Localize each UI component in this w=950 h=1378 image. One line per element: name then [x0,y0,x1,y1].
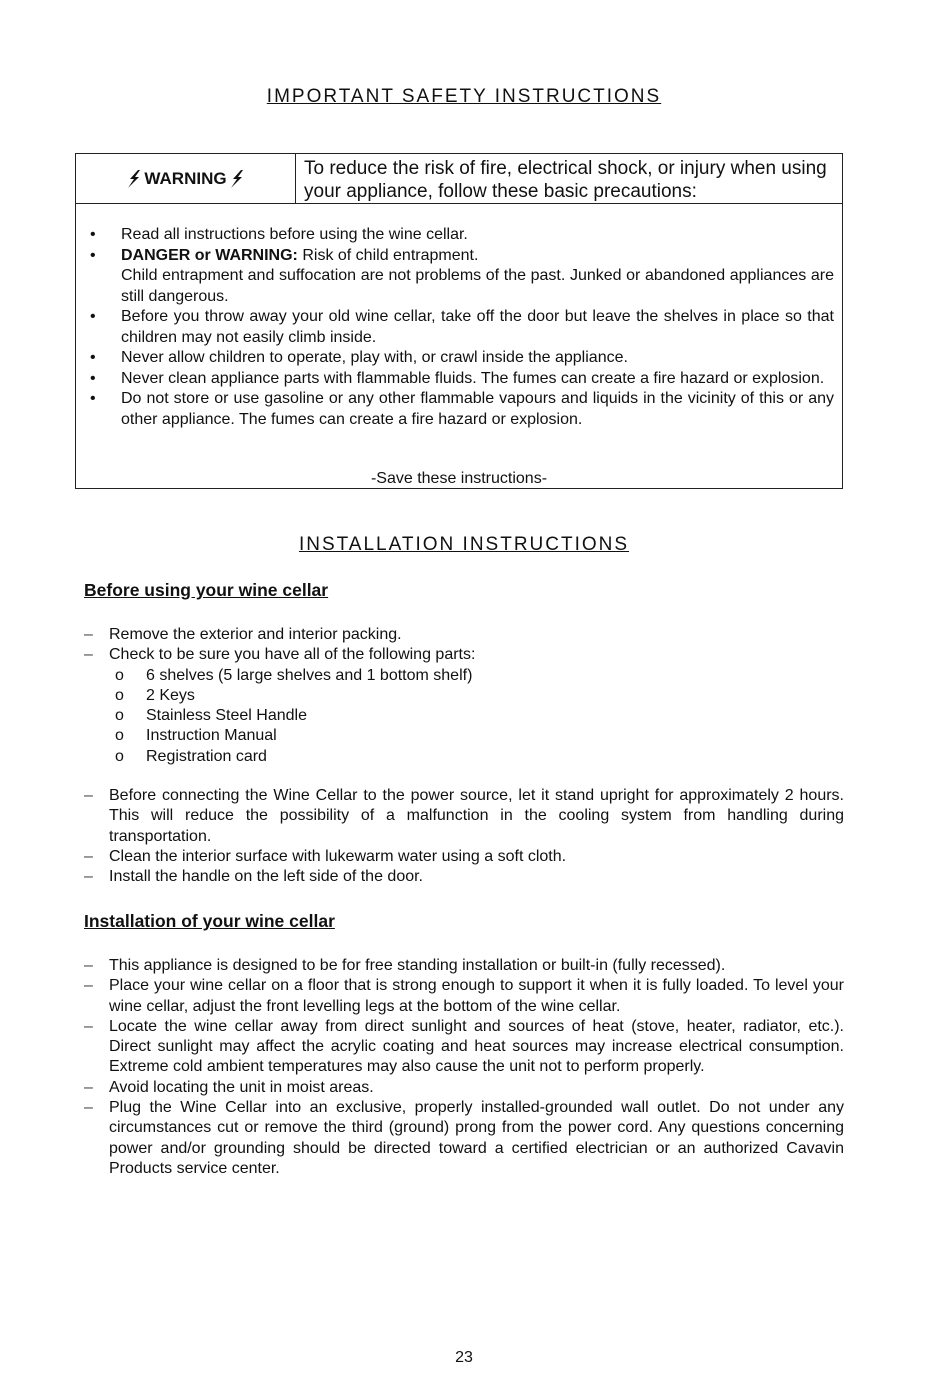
parts-list-item [84,686,844,706]
dash-icon: – [84,626,93,643]
dash-icon: – [84,787,93,804]
lightning-icon [227,169,247,189]
installation-list [84,956,844,1179]
item-text: Avoid locating the unit in moist areas. [109,1078,374,1096]
part-text: 2 Keys [146,686,195,704]
warning-label: WARNING [144,168,227,188]
installation-title: INSTALLATION INSTRUCTIONS [298,534,630,555]
list-item [90,246,834,308]
list-item [84,956,844,976]
list-item [84,645,844,665]
bullet-icon: • [90,369,96,387]
dash-icon: – [84,646,93,664]
entrapment-note: Child entrapment and suffocation are not problems of the past. Junked or abandoned appliances are still dangerous. [121,267,834,305]
bullet-icon: • [90,308,96,325]
list-item [90,348,834,369]
list-item [90,369,834,390]
save-instructions-note: -Save these instructions- [370,470,548,487]
dash-icon: – [84,868,93,886]
dash-icon: – [84,1017,93,1035]
dash-icon: – [84,1078,93,1096]
parts-list [84,666,844,767]
bullet-text: Never allow children to operate, play with, or crawl inside the appliance. [121,349,628,366]
item-text: Locate the wine cellar away from direct sunlight and sources of heat (stove, heater, radiator, etc.). Direct sunlight may affect the acrylic coating and heat sources may increase electrical consumption. Extreme cold ambient temperatures may also cause the unit not to perform properly. [109,1017,844,1076]
list-item [90,307,834,348]
safety-title: IMPORTANT SAFETY INSTRUCTIONS [266,86,662,107]
circle-bullet-icon: o [115,666,124,684]
part-text: Stainless Steel Handle [146,707,307,725]
part-text: 6 shelves (5 large shelves and 1 bottom shelf) [146,666,473,684]
circle-bullet-icon: o [115,707,124,725]
warning-box [75,153,843,489]
installation-heading: Installation of your wine cellar [84,911,335,931]
bullet-icon: • [90,246,96,264]
circle-bullet-icon: o [115,686,124,704]
before-list-a [84,625,844,767]
bullet-text: Before you throw away your old wine cellar, take off the door but leave the shelves in place so that children may not easily climb inside. [121,308,834,346]
warning-text: To reduce the risk of fire, electrical shock, or injury when using your appliance, follow these basic precautions: [304,158,827,202]
bullet-bold-label: DANGER or WARNING: [121,246,298,264]
parts-list-item [84,726,844,746]
bullet-icon: • [90,390,96,407]
list-item [84,625,844,645]
item-text: Before connecting the Wine Cellar to the power source, let it stand upright for approximately 2 hours. This will reduce the possibility of a malfunction in the cooling system from handling during transportation. [109,787,844,845]
warning-label-cell [76,154,296,203]
item-text: Place your wine cellar on a floor that is strong enough to support it when it is fully loaded. To level your wine cellar, adjust the front levelling legs at the bottom of the wine cellar. [109,977,844,1015]
bullet-text: Do not store or use gasoline or any other flammable vapours and liquids in the vicinity of this or any other appliance. The fumes can create a fire hazard or explosion. [121,390,834,428]
before-using-heading: Before using your wine cellar [84,580,329,600]
item-text: This appliance is designed to be for free standing installation or built-in (fully recessed). [109,957,726,974]
part-text: Instruction Manual [146,727,277,745]
list-item [90,225,834,246]
item-text: Install the handle on the left side of the door. [109,868,423,886]
parts-list-item [84,706,844,726]
list-item [84,1078,844,1098]
parts-list-item [84,666,844,686]
list-item [84,1098,844,1179]
circle-bullet-icon: o [115,747,124,765]
item-text: Plug the Wine Cellar into an exclusive, properly installed-grounded wall outlet. Do not under any circumstances cut or remove the third (ground) prong from the power cord. Any questions concerning power and/or grounding should be directed toward a certified electrician or an authorized Cavavin Products service center. [109,1099,844,1177]
dash-icon: – [84,957,93,974]
lightning-icon [124,169,144,189]
item-text: Remove the exterior and interior packing. [109,626,402,643]
item-text: Clean the interior surface with lukewarm water using a soft cloth. [109,847,567,865]
list-item [84,1017,844,1078]
item-text: Check to be sure you have all of the following parts: [109,646,476,664]
parts-list-item [84,747,844,767]
list-item [84,786,844,847]
bullet-text: Never clean appliance parts with flammable fluids. The fumes can create a fire hazard or explosion. [121,369,825,387]
circle-bullet-icon: o [115,727,124,745]
dash-icon: – [84,847,93,865]
page-number: 23 [455,1349,473,1366]
dash-icon: – [84,977,93,995]
bullet-icon: • [90,349,96,366]
part-text: Registration card [146,747,267,765]
list-item [84,847,844,867]
bullet-text: Risk of child entrapment. [297,246,479,264]
safety-bullet-list [90,225,834,430]
bullet-icon: • [90,226,96,243]
dash-icon: – [84,1099,93,1117]
list-item [84,867,844,887]
warning-header [76,154,842,204]
before-list-b [84,786,844,887]
bullet-text: Read all instructions before using the wine cellar. [121,226,468,243]
list-item [84,976,844,1017]
list-item [90,389,834,430]
